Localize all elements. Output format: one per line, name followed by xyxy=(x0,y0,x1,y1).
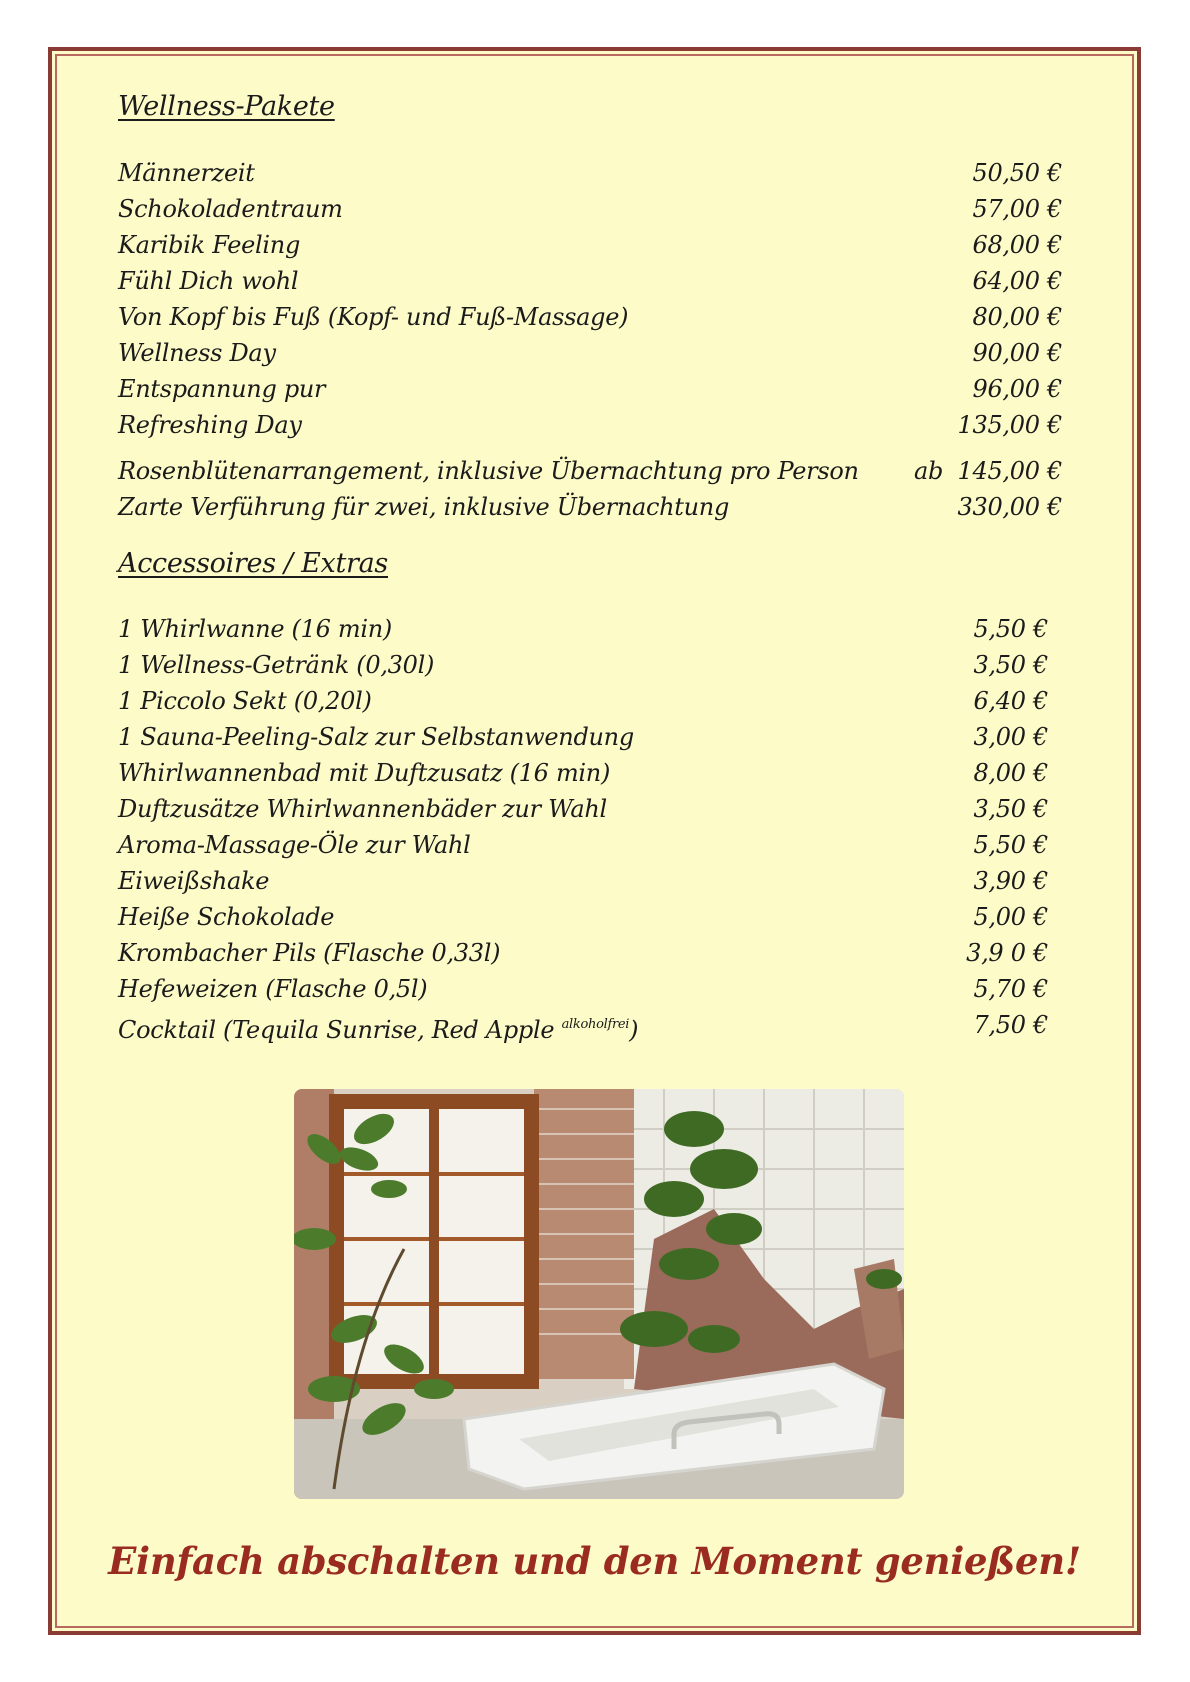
price-row xyxy=(118,407,1062,443)
item-price: 68,00 € xyxy=(972,231,1062,259)
item-name: Hefeweizen (Flasche 0,5l) xyxy=(118,975,428,1003)
item-name: 1 Sauna-Peeling-Salz zur Selbstanwendung xyxy=(118,723,634,751)
item-name: Rosenblütenarrangement, inklusive Übernachtung pro Person xyxy=(118,457,859,485)
item-name: Duftzusätze Whirlwannenbäder zur Wahl xyxy=(118,795,607,823)
menu-page xyxy=(48,47,1141,1635)
price-row xyxy=(118,899,1048,935)
item-name: Karibik Feeling xyxy=(118,231,301,259)
price-row xyxy=(118,299,1062,335)
item-price: 5,70 € xyxy=(973,975,1048,1003)
item-name: Whirlwannenbad mit Duftzusatz (16 min) xyxy=(118,759,611,787)
item-price: 3,00 € xyxy=(973,723,1048,751)
item-name: Heiße Schokolade xyxy=(118,903,335,931)
item-name: Fühl Dich wohl xyxy=(118,267,299,295)
price-row xyxy=(118,263,1062,299)
price-row xyxy=(118,935,1048,971)
price-row xyxy=(118,155,1062,191)
item-name: Cocktail (Tequila Sunrise, Red Apple xyxy=(118,1016,555,1044)
price-row xyxy=(118,489,1062,525)
item-name: Von Kopf bis Fuß (Kopf- und Fuß-Massage) xyxy=(118,303,629,331)
item-price: 7,50 € xyxy=(973,1011,1048,1039)
item-price: 5,50 € xyxy=(973,615,1048,643)
price-row xyxy=(118,1007,1048,1043)
price-row xyxy=(118,227,1062,263)
price-row xyxy=(118,971,1048,1007)
item-name: 1 Whirlwanne (16 min) xyxy=(118,615,392,643)
item-price: 5,50 € xyxy=(973,831,1048,859)
wellness-special-list xyxy=(118,453,1062,525)
item-price: 3,50 € xyxy=(973,651,1048,679)
item-name: Entspannung pur xyxy=(118,375,326,403)
wellness-price-list xyxy=(118,155,1062,443)
item-price: 145,00 € xyxy=(957,457,1062,485)
price-row xyxy=(118,719,1048,755)
slogan: Einfach abschalten und den Moment genießen! xyxy=(108,1539,1081,1583)
item-price: 3,9 0 € xyxy=(966,939,1048,967)
item-name: Eiweißshake xyxy=(118,867,270,895)
item-price: 6,40 € xyxy=(973,687,1048,715)
item-price: 5,00 € xyxy=(973,903,1048,931)
item-name: Krombacher Pils (Flasche 0,33l) xyxy=(118,939,501,967)
item-name: Zarte Verführung für zwei, inklusive Übernachtung xyxy=(118,493,730,521)
price-row xyxy=(118,827,1048,863)
price-row xyxy=(118,755,1048,791)
price-row xyxy=(118,683,1048,719)
price-row xyxy=(118,191,1062,227)
extras-section-title: Accessoires / Extras xyxy=(118,548,388,579)
wellness-section-title: Wellness-Pakete xyxy=(118,91,335,122)
item-name: 1 Wellness-Getränk (0,30l) xyxy=(118,651,435,679)
item-price: 96,00 € xyxy=(972,375,1062,403)
extras-price-list xyxy=(118,611,1048,1043)
item-price: 50,50 € xyxy=(972,159,1062,187)
item-name: 1 Piccolo Sekt (0,20l) xyxy=(118,687,372,715)
price-row xyxy=(118,371,1062,407)
item-price: 64,00 € xyxy=(972,267,1062,295)
price-row xyxy=(118,863,1048,899)
price-row xyxy=(118,453,1062,489)
price-prefix: ab xyxy=(914,457,944,485)
item-name: Refreshing Day xyxy=(118,411,302,439)
item-name: Aroma-Massage-Öle zur Wahl xyxy=(118,831,471,859)
item-price: 135,00 € xyxy=(957,411,1062,439)
price-row xyxy=(118,611,1048,647)
item-name: Männerzeit xyxy=(118,159,255,187)
item-name-closing: ) xyxy=(629,1016,639,1044)
item-price: 3,50 € xyxy=(973,795,1048,823)
item-price: 330,00 € xyxy=(957,493,1062,521)
item-price: 80,00 € xyxy=(972,303,1062,331)
item-price: 8,00 € xyxy=(973,759,1048,787)
price-row xyxy=(118,791,1048,827)
price-row xyxy=(118,647,1048,683)
item-price: 90,00 € xyxy=(972,339,1062,367)
whirlpool-room-illustration xyxy=(294,1089,904,1499)
item-price: 3,90 € xyxy=(973,867,1048,895)
item-price: 57,00 € xyxy=(972,195,1062,223)
item-note: alkoholfrei xyxy=(561,1017,630,1032)
item-name: Wellness Day xyxy=(118,339,276,367)
item-name: Schokoladentraum xyxy=(118,195,343,223)
price-row xyxy=(118,335,1062,371)
whirlpool-room-photo xyxy=(294,1089,904,1499)
